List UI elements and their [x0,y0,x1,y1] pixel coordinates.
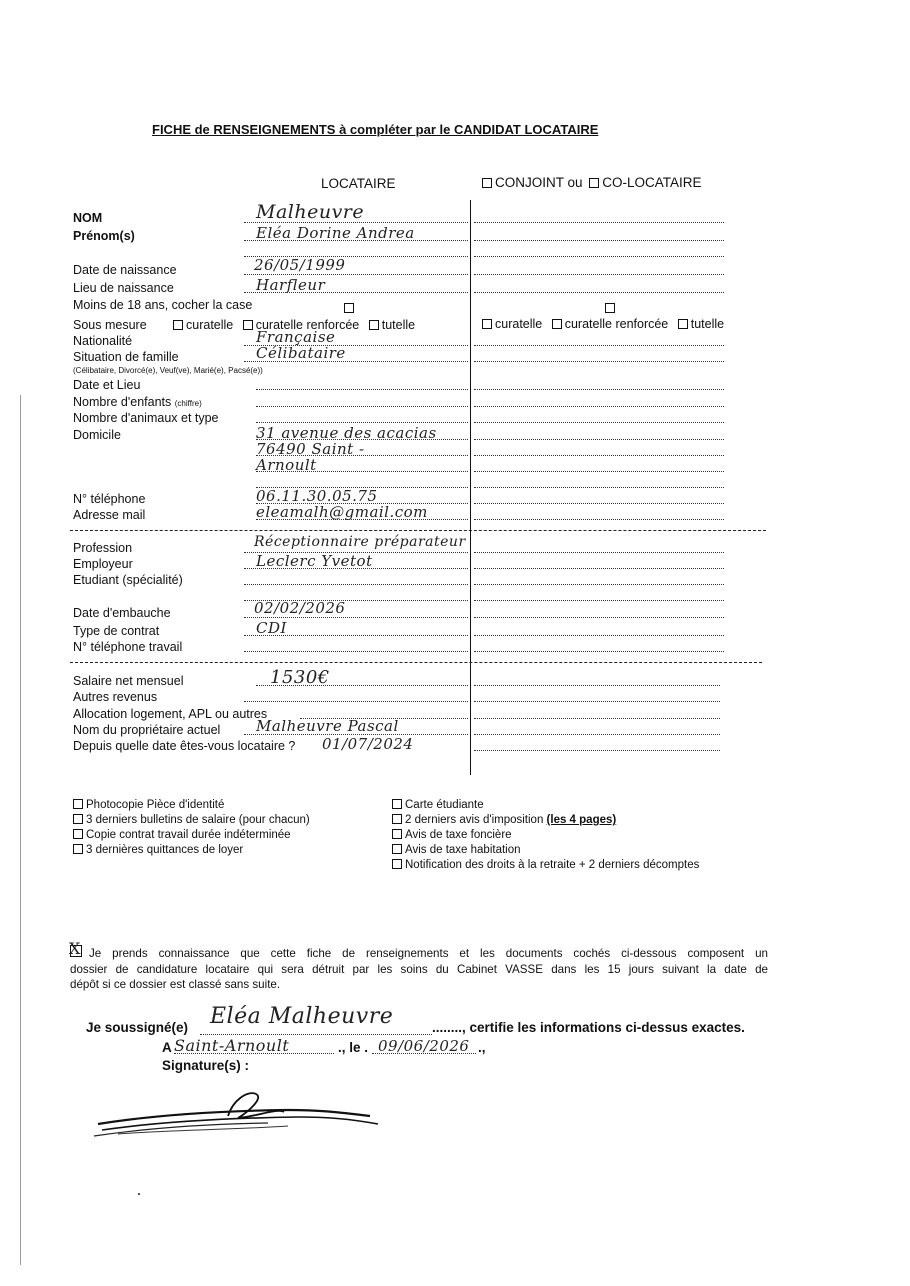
label-allocation: Allocation logement, APL ou autres [73,707,268,721]
value-employeur: Leclerc Yvetot [256,552,373,570]
document-item-carte-etudiante[interactable]: Carte étudiante [392,798,699,813]
field-line-date-naissance-colocataire[interactable] [474,274,724,275]
label-nationalite: Nationalité [73,334,133,348]
checkbox-tutelle-colocataire[interactable] [678,319,688,329]
field-line-domicile2-colocataire[interactable] [474,455,724,456]
field-line-type-contrat-colocataire[interactable] [474,635,724,636]
le-label: ., le . [338,1040,369,1055]
field-line-prenom2-colocataire[interactable] [474,256,724,257]
label-situation: Situation de famille [73,350,179,364]
label-nb-enfants: Nombre d'enfants (chiffre) [73,395,202,409]
scan-speck [138,1193,140,1195]
document-item-taxe-habitation[interactable]: Avis de taxe habitation [392,843,699,858]
label-autres-revenus: Autres revenus [73,690,158,704]
field-line-autres-revenus-colocataire[interactable] [474,701,720,702]
field-line-date-embauche-colocataire[interactable] [474,617,724,618]
label-employeur: Employeur [73,557,133,571]
field-line-date-lieu-colocataire[interactable] [474,389,724,390]
field-line-nom-colocataire[interactable] [474,222,724,223]
label-situation-note: (Célibataire, Divorcé(e), Veuf(ve), Marié(e), Pacsé(e)) [73,366,263,375]
checkbox-curatelle-renforcee-colocataire[interactable] [552,319,562,329]
page-edge-line [20,395,21,1265]
document-item[interactable]: 3 dernières quittances de loyer [73,843,310,858]
label-profession: Profession [73,541,133,555]
value-signature-name: Eléa Malheuvre [210,1004,394,1029]
field-line-domicile1-colocataire[interactable] [474,439,724,440]
value-date-embauche: 02/02/2026 [254,599,346,617]
value-depuis: 01/07/2024 [322,735,414,753]
field-line-prenom-colocataire[interactable] [474,240,724,241]
check-mark-icon: X [69,939,81,958]
field-line-etudiant-locataire[interactable] [244,584,468,585]
label-prenom: Prénom(s) [73,229,135,243]
value-city: Saint-Arnoult [174,1036,290,1055]
label-etudiant: Etudiant (spécialité) [73,573,183,587]
field-line-soussigne[interactable] [200,1034,432,1035]
value-mail: eleamalh@gmail.com [256,503,428,521]
field-line-date-naissance-locataire[interactable] [244,274,468,275]
label-type-contrat: Type de contrat [73,624,160,638]
label-moins18: Moins de 18 ans, cocher la case [73,298,253,312]
checkbox-curatelle-colocataire[interactable] [482,319,492,329]
label-telephone: N° téléphone [73,492,146,506]
signature-label: Signature(s) : [162,1058,250,1073]
label-mail: Adresse mail [73,508,146,522]
field-line-depuis-colocataire[interactable] [474,750,720,751]
checkbox-curatelle-renforcee-locataire[interactable] [243,320,253,330]
label-domicile: Domicile [73,428,121,442]
value-lieu-naissance: Harfleur [256,276,326,294]
value-domicile-2: 76490 Saint - [256,440,365,458]
field-line-nb-animaux-locataire[interactable] [256,422,468,423]
column-separator [470,200,471,775]
label-proprietaire: Nom du propriétaire actuel [73,723,221,737]
field-line-situation-colocataire[interactable] [474,361,724,362]
conjoint-label: CONJOINT ou [495,175,583,190]
form-title: FICHE de RENSEIGNEMENTS à compléter par le CANDIDAT LOCATAIRE [152,122,599,137]
field-line-domicile4-colocataire[interactable] [474,487,724,488]
column-header-locataire: LOCATAIRE [321,176,396,191]
section-separator-2 [70,662,762,663]
value-domicile-3: Arnoult [256,456,317,474]
label-depuis: Depuis quelle date êtes-vous locataire ? [73,739,296,753]
field-line-city[interactable] [174,1053,334,1054]
field-line-nb-enfants-colocataire[interactable] [474,406,724,407]
colocataire-label: CO-LOCATAIRE [602,175,702,190]
label-salaire: Salaire net mensuel [73,674,184,688]
field-line-profession-colocataire[interactable] [474,552,724,553]
label-lieu-naissance: Lieu de naissance [73,281,174,295]
field-line-autres-revenus-locataire[interactable] [244,701,468,702]
label-tel-travail: N° téléphone travail [73,640,183,654]
value-profession: Réceptionnaire préparateur [254,534,466,550]
label-date-embauche: Date d'embauche [73,606,171,620]
value-nom: Malheuvre [256,201,365,223]
declaration-line-1: Je prends connaissance que cette fiche de renseignements et les documents cochés ci-dessous composent un [89,947,768,960]
certifie-text: ........, certifie les informations ci-dessus exactes. [432,1020,745,1035]
checkbox-moins18-colocataire[interactable] [605,299,618,317]
document-item[interactable]: Photocopie Pièce d'identité [73,798,310,813]
checkbox-conjoint[interactable] [482,178,492,188]
documents-left-list [73,798,310,858]
field-line-tel-travail-locataire[interactable] [244,651,468,652]
field-line-etudiant-colocataire[interactable] [474,584,724,585]
field-line-nationalite-colocataire[interactable] [474,345,724,346]
value-telephone: 06.11.30.05.75 [256,487,378,505]
label-nom: NOM [73,211,103,225]
value-situation: Célibataire [256,344,346,362]
checkbox-curatelle-locataire[interactable] [173,320,183,330]
document-item-avis-imposition[interactable]: 2 derniers avis d'imposition (les 4 pages) [392,813,699,828]
value-nationalite: Française [256,328,336,346]
label-sous-mesure: Sous mesure [73,318,147,332]
document-item-taxe-fonciere[interactable]: Avis de taxe foncière [392,828,699,843]
checkbox-moins18-locataire[interactable] [344,299,357,317]
field-line-nb-enfants-locataire[interactable] [256,406,468,407]
value-domicile-1: 31 avenue des acacias [256,424,437,442]
field-line-allocation-colocataire[interactable] [474,718,720,719]
value-date-naissance: 26/05/1999 [254,256,346,274]
field-line-proprietaire-colocataire[interactable] [474,734,720,735]
document-item-notification[interactable]: Notification des droits à la retraite + 2 derniers décomptes [392,858,699,873]
section-separator-1 [70,530,766,531]
field-line-tel-travail-colocataire[interactable] [474,651,724,652]
field-line-employeur-colocataire[interactable] [474,568,724,569]
checkbox-colocataire[interactable] [589,178,599,188]
value-salaire: 1530€ [270,667,330,688]
field-line-domicile3-colocataire[interactable] [474,471,724,472]
label-nb-animaux: Nombre d'animaux et type [73,411,219,425]
field-line-date-lieu-locataire[interactable] [256,389,468,390]
value-date-signature: 09/06/2026 [378,1037,470,1055]
date-end: ., [478,1040,486,1055]
document-item[interactable]: 3 derniers bulletins de salaire (pour chacun) [73,813,310,828]
handwritten-signature [88,1086,388,1146]
a-label: A [162,1040,172,1055]
sous-mesure-locataire: curatelle curatelle renforcée tutelle [173,318,415,332]
field-line-etudiant2-colocataire[interactable] [474,600,724,601]
documents-right-list [392,798,699,873]
value-prenom: Eléa Dorine Andrea [256,224,415,242]
field-line-mail-colocataire[interactable] [474,519,724,520]
field-line-date-embauche-locataire[interactable] [244,617,468,618]
declaration-text [70,946,768,993]
declaration-line-3: dépôt si ce dossier est classé sans suite. [70,978,281,991]
label-date-naissance: Date de naissance [73,263,177,277]
signature-line [86,1020,188,1035]
column-header-conjoint [482,175,702,190]
document-item[interactable]: Copie contrat travail durée indéterminée [73,828,310,843]
je-soussigne-label: Je soussigné(e) [86,1020,189,1035]
sous-mesure-colocataire: curatelle curatelle renforcée tutelle [482,317,724,331]
field-line-salaire-colocataire[interactable] [474,685,720,686]
checkbox-tutelle-locataire[interactable] [369,320,379,330]
field-line-lieu-naissance-colocataire[interactable] [474,292,724,293]
label-date-lieu: Date et Lieu [73,378,141,392]
declaration-line-2: dossier de candidature locataire qui sera détruit par les soins du Cabinet VASSE dans les 15 jours suivant la date de [70,962,768,976]
field-line-telephone-colocataire[interactable] [474,503,724,504]
value-proprietaire: Malheuvre Pascal [256,717,399,735]
field-line-date[interactable] [372,1053,476,1054]
value-type-contrat: CDI [256,619,287,637]
field-line-nb-animaux-colocataire[interactable] [474,422,724,423]
